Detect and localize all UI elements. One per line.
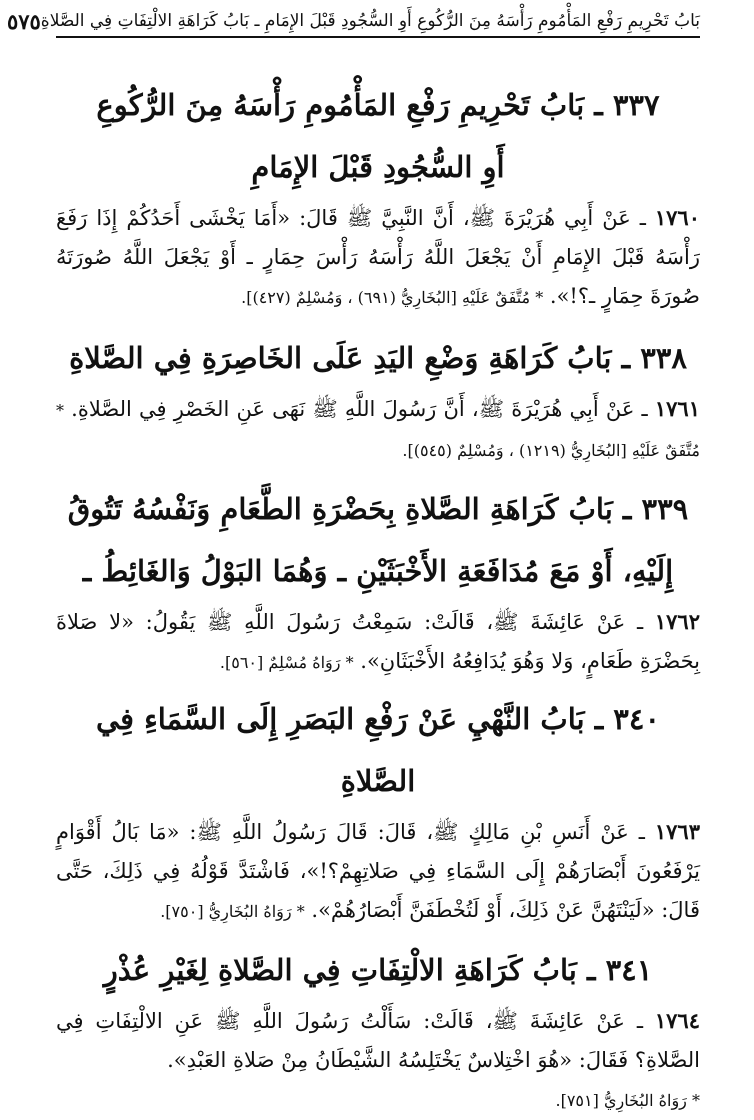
page-number: ٥٧٥ <box>6 8 41 34</box>
chapter-337 <box>56 74 700 317</box>
hadith-text: ـ عَنْ عَائِشَةَ ﷺ، قَالَتْ: سَمِعْتُ رَسُولَ اللَّهِ ﷺ يَقُولُ: «لا صَلاةَ بِحَضْرَةِ طَعَامٍ، وَلا وَهُوَ يُدَافِعُهُ الأَخْبَثَانِ». <box>56 610 700 673</box>
chapter-title <box>56 327 700 389</box>
hadith-source: * مُتَّفَقٌ عَلَيْهِ [البُخَارِيُّ (٦٩١) ، وَمُسْلِمٌ (٤٢٧)]. <box>241 288 544 307</box>
chapter-341 <box>56 939 700 1120</box>
chapter-title-line-1: ٣٣٨ ـ بَابُ كَرَاهَةِ وَضْعِ اليَدِ عَلَى الخَاصِرَةِ فِي الصَّلاةِ <box>69 341 687 375</box>
hadith-text: ـ عَنْ أَبِي هُرَيْرَةَ ﷺ، أَنَّ رَسُولَ اللَّهِ ﷺ نَهَى عَنِ الخَصْرِ فِي الصَّلاةِ. <box>71 397 648 421</box>
hadith-source: * رَوَاهُ البُخَارِيُّ [٧٥١]. <box>555 1091 700 1110</box>
hadith-1764 <box>56 1001 700 1080</box>
page-header <box>6 6 700 38</box>
hadith-1763 <box>56 812 700 931</box>
hadith-number: ١٧٦٢ <box>654 609 700 634</box>
chapter-title <box>56 478 700 602</box>
hadith-source: * رَوَاهُ البُخَارِيُّ [٧٥٠]. <box>160 902 305 921</box>
chapter-title-line-1: ٣٣٩ ـ بَابُ كَرَاهَةِ الصَّلاةِ بِحَضْرَةِ الطَّعَامِ وَنَفْسُهُ تَتُوقُ <box>67 492 689 526</box>
chapter-title-line-2: أَوِ السُّجُودِ قَبْلَ الإِمَامِ <box>251 150 505 184</box>
hadith-1764-source-line <box>56 1080 700 1120</box>
chapter-340 <box>56 688 700 931</box>
hadith-1760 <box>56 198 700 317</box>
chapter-title <box>56 939 700 1001</box>
hadith-1761 <box>56 389 700 470</box>
hadith-number: ١٧٦٠ <box>654 205 700 230</box>
hadith-source: * رَوَاهُ مُسْلِمٌ [٥٦٠]. <box>219 653 354 672</box>
hadith-text: ـ عَنْ عَائِشَةَ ﷺ، قَالَتْ: سَأَلْتُ رَسُولَ اللَّهِ ﷺ عَنِ الالْتِفَاتِ فِي الصَّلاةِ؟ فَقَالَ: «هُوَ اخْتِلاسٌ يَخْتَلِسُهُ الشَّيْطَانُ مِنْ صَلاةِ العَبْدِ». <box>56 1009 700 1072</box>
hadith-text: ـ عَنْ أَبِي هُرَيْرَةَ ﷺ، أَنَّ النَّبِيَّ ﷺ قَالَ: «أَمَا يَخْشَى أَحَدُكُمْ إِذَا رَفَعَ رَأْسَهُ قَبْلَ الإِمَامِ أَنْ يَجْعَلَ اللَّهُ رَأْسَهُ رَأْسَ حِمَارٍ ـ أَوْ يَجْعَلَ اللَّهُ صُورَتَهُ صُورَةَ حِمَارٍ ـ؟!». <box>56 206 700 308</box>
hadith-number: ١٧٦١ <box>654 396 700 421</box>
hadith-number: ١٧٦٤ <box>654 1008 700 1033</box>
hadith-text: ـ عَنْ أَنَسِ بْنِ مَالِكٍ ﷺ، قَالَ: قَالَ رَسُولُ اللَّهِ ﷺ: «مَا بَالُ أَقْوَامٍ يَرْفَعُونَ أَبْصَارَهُمْ إِلَى السَّمَاءِ فِي صَلاتِهِمْ؟!»، فَاشْتَدَّ قَوْلُهُ فِي ذَلِكَ، حَتَّى قَالَ: «لَيَنْتَهُنَّ عَنْ ذَلِكَ، أَوْ لَتُخْطَفَنَّ أَبْصَارُهُمْ». <box>56 820 700 922</box>
hadith-source: * مُتَّفَقٌ عَلَيْهِ [البُخَارِيُّ (١٢١٩) ، وَمُسْلِمٌ (٥٤٥)]. <box>56 401 700 460</box>
chapter-title-line-1: ٣٣٧ ـ بَابُ تَحْرِيمِ رَفْعِ المَأْمُومِ رَأْسَهُ مِنَ الرُّكُوعِ <box>96 88 660 122</box>
chapter-title <box>56 688 700 812</box>
running-title: بَابُ تَحْرِيمِ رَفْعِ المَأْمُومِ رَأْسَهُ مِنَ الرُّكُوعِ أَوِ السُّجُودِ قَبْلَ الإِمَامِ ـ بَابُ كَرَاهَةِ الالْتِفَاتِ فِي الصَّلاةِ <box>40 11 700 31</box>
hadith-1762 <box>56 602 700 682</box>
chapter-title-line-2: إِلَيْهِ، أَوْ مَعَ مُدَافَعَةِ الأَخْبَثَيْنِ ـ وَهُمَا البَوْلُ وَالغَائِطُ ـ <box>82 554 674 588</box>
chapter-title-line-1: ٣٤٠ ـ بَابُ النَّهْيِ عَنْ رَفْعِ البَصَرِ إِلَى السَّمَاءِ فِي الصَّلاةِ <box>95 702 661 798</box>
chapter-title <box>56 74 700 198</box>
chapter-338 <box>56 327 700 470</box>
chapter-339 <box>56 478 700 682</box>
page-body <box>56 74 700 1120</box>
chapter-title-line-1: ٣٤١ ـ بَابُ كَرَاهَةِ الالْتِفَاتِ فِي الصَّلاةِ لِغَيْرِ عُذْرٍ <box>103 953 653 987</box>
hadith-number: ١٧٦٣ <box>654 819 700 844</box>
